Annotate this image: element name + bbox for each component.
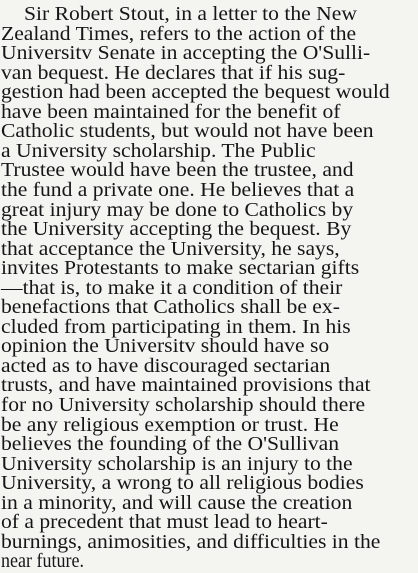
- text-line-23: believes the founding of the O'Sullivan: [1, 433, 340, 456]
- text-line-1: Sir Robert Stout, in a letter to the New: [24, 3, 357, 25]
- text-line-18: opinion the Universitv should have so: [1, 335, 330, 358]
- text-line-16: benefactions that Catholics shall be ex-: [1, 296, 340, 319]
- text-line-3: Universitv Senate in accepting the O'Sulli-: [1, 42, 371, 65]
- text-line-29: near future.: [1, 550, 84, 573]
- text-line-2: Zealand Times, refers to the action of the: [1, 22, 357, 45]
- text-line-12: the University accepting the bequest. By: [1, 218, 352, 241]
- text-line-24: University scholarship is an injury to the: [1, 452, 353, 475]
- text-line-6: have been maintained for the benefit of: [1, 100, 341, 123]
- text-line-27: of a precedent that must lead to heart-: [1, 511, 328, 534]
- text-line-10: the fund a private one. He believes that a: [1, 178, 355, 201]
- text-line-20: trusts, and have maintained provisions that: [1, 374, 371, 397]
- text-line-11: great injury may be done to Catholics by: [1, 198, 354, 221]
- text-line-17: cluded from participating in them. In his: [1, 315, 351, 338]
- text-line-8: a University scholarship. The Public: [1, 139, 316, 162]
- text-line-14: invites Protestants to make sectarian gifts: [1, 257, 360, 280]
- text-line-21: for no University scholarship should there: [1, 394, 366, 416]
- text-line-7: Catholic students, but would not have been: [1, 120, 374, 143]
- text-line-15: —that is, to make it a condition of their: [1, 276, 343, 299]
- text-line-4: van bequest. He declares that if his sug-: [1, 61, 346, 84]
- text-line-9: Trustee would have been the trustee, and: [1, 159, 354, 182]
- text-line-13: that acceptance the University, he says,: [1, 237, 340, 260]
- text-line-22: be any religious exemption or trust. He: [1, 413, 339, 436]
- text-line-28: burnings, animosities, and difficulties in the: [1, 530, 381, 553]
- text-line-26: in a minority, and will cause the creation: [1, 491, 353, 514]
- text-line-5: gestion had been accepted the bequest would: [1, 81, 390, 104]
- text-line-25: University, a wrong to all religious bodies: [1, 472, 364, 495]
- text-line-19: acted as to have discouraged sectarian: [1, 354, 331, 377]
